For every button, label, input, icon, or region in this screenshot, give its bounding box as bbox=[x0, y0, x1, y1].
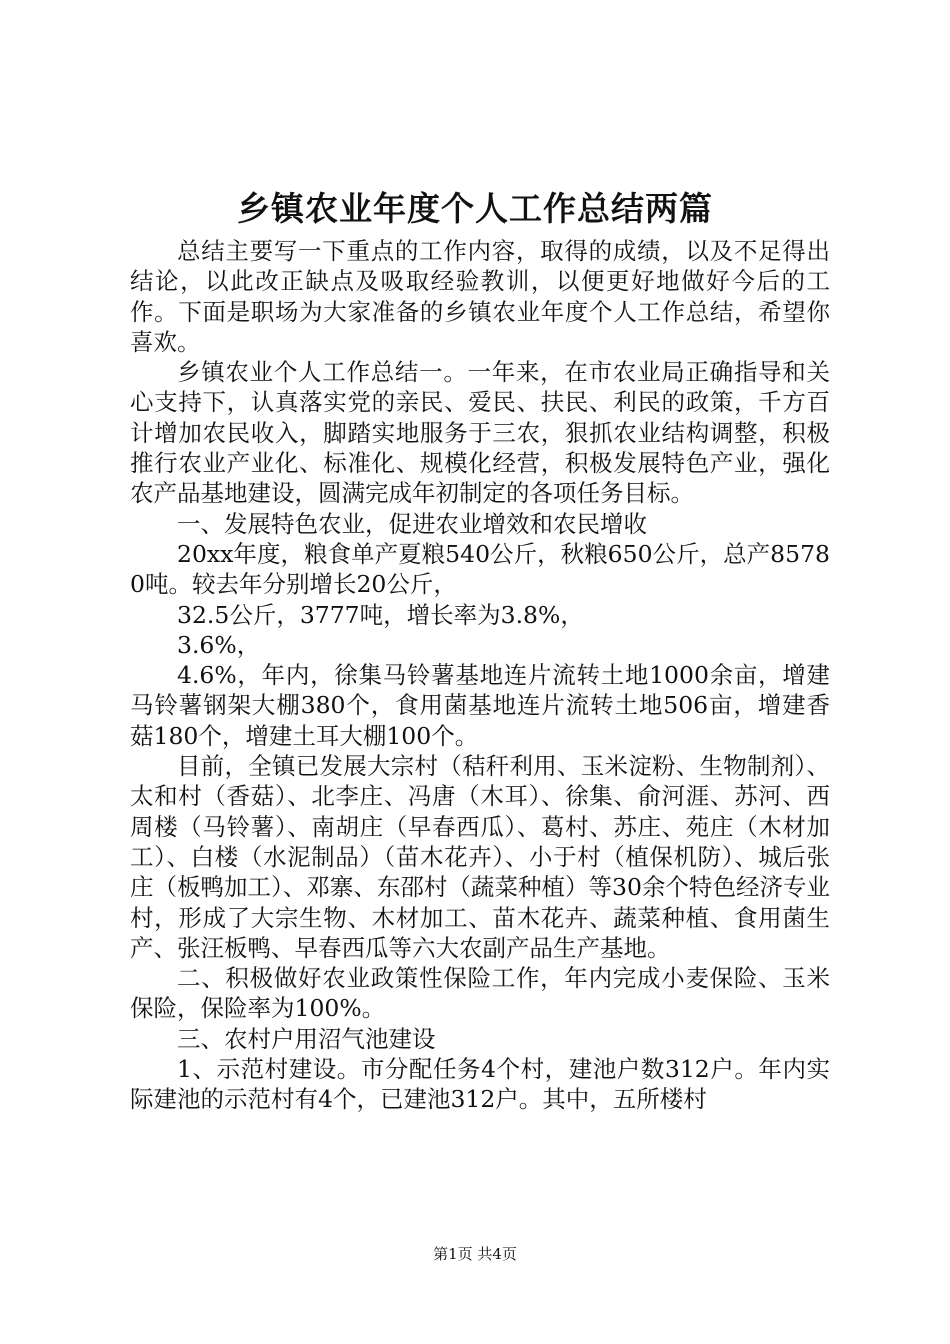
paragraph-intro: 总结主要写一下重点的工作内容，取得的成绩，以及不足得出结论，以此改正缺点及吸取经验教训，以便更好地做好今后的工作。下面是职场为大家准备的乡镇农业年度个人工作总结，希望你喜欢。 bbox=[130, 237, 830, 356]
paragraph-growth-b: 3.6%， bbox=[177, 630, 261, 659]
paragraph-grain-output: 20xx年度，粮食单产夏粮540公斤，秋粮650公斤，总产85780吨。较去年分别增长20公斤， bbox=[130, 539, 830, 599]
paragraph-demo-villages: 1、示范村建设。市分配任务4个村，建池户数312户。年内实际建池的示范村有4个，已建池312户。其中，五所楼村 bbox=[130, 1055, 830, 1114]
paragraph-growth-c: 4.6%，年内，徐集马铃薯基地连片流转土地1000余亩，增建马铃薯钢架大棚380个，食用菌基地连片流转土地506亩，增建香菇180个，增建土耳大棚100个。 bbox=[130, 661, 830, 750]
paragraph-summary-one: 乡镇农业个人工作总结一。一年来，在市农业局正确指导和关心支持下，认真落实党的亲民、爱民、扶民、利民的政策，千方百计增加农民收入，脚踏实地服务于三农，狠抓农业结构调整，积极推行农业产业化、标准化、规模化经营，积极发展特色产业，强化农产品基地建设，圆满完成年初制定的各项任务目标。 bbox=[130, 358, 830, 508]
paragraph-growth-a: 32.5公斤，3777吨，增长率为3.8%， bbox=[177, 600, 584, 629]
paragraph-special-villages: 目前，全镇已发展大宗村（秸秆利用、玉米淀粉、生物制剂）、太和村（香菇）、北李庄、冯唐（木耳）、徐集、俞河涯、苏河、西周楼（马铃薯）、南胡庄（早春西瓜）、葛村、苏庄、苑庄（木材加工）、白楼（水泥制品）（苗木花卉）、小于村（植保机防）、城后张庄（板鸭加工）、邓寨、东邵村（蔬菜种植）等30余个特色经济专业村，形成了大宗生物、木材加工、苗木花卉、蔬菜种植、食用菌生产、张汪板鸭、早春西瓜等六大农副产品生产基地。 bbox=[130, 752, 830, 962]
document-body bbox=[130, 236, 830, 1115]
section-heading-1: 一、发展特色农业，促进农业增效和农民增收 bbox=[177, 509, 647, 538]
page-footer: 第1页 共4页 bbox=[433, 1245, 517, 1263]
section-heading-2: 二、积极做好农业政策性保险工作，年内完成小麦保险、玉米保险，保险率为100%。 bbox=[130, 964, 830, 1023]
document-title: 乡镇农业年度个人工作总结两篇 bbox=[237, 189, 713, 228]
section-heading-3: 三、农村户用沼气池建设 bbox=[177, 1024, 436, 1053]
